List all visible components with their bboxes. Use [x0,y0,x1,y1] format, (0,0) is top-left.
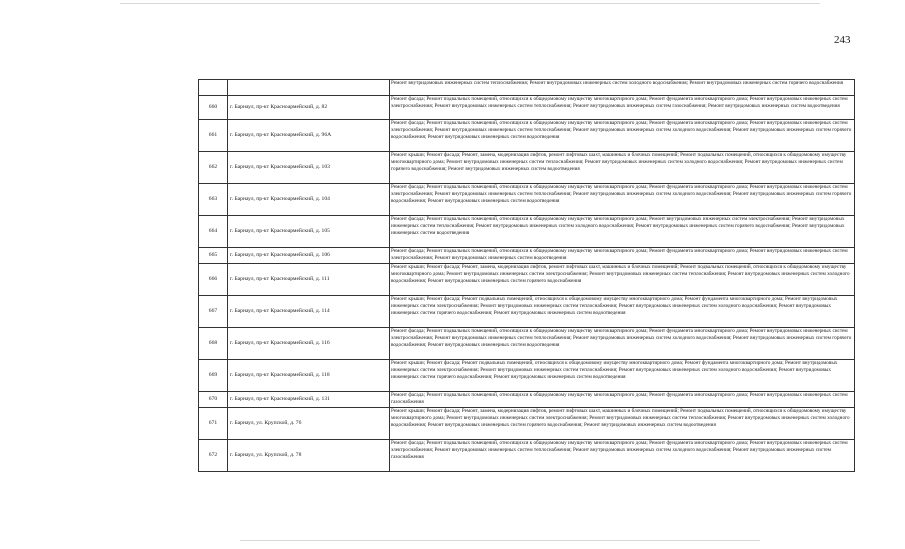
table-row [199,248,855,264]
row-number: 670 [199,392,228,408]
row-address: г. Барнаул, пр-кт Красноармейский, д. 104 [228,184,390,216]
row-works-list: Ремонт фасада; Ремонт подвальных помещений, относящихся к общедомовому имуществу многоквартирного дома; Ремонт фундамента многоквартирного дома; Ремонт внутридомовых инженерных систем электроснабжения; Ремонт внутридомовых инженерных систем водоотведения [390,248,855,264]
table-row [199,296,855,328]
row-works-list: Ремонт фасада; Ремонт подвальных помещений, относящихся к общедомовому имуществу многоквартирного дома; Ремонт фундамента многоквартирного дома; Ремонт внутридомовых инженерных систем электроснабжения; Ремонт внутридомовых инженерных систем теплоснабжения; Ремонт внутридомовых инженерных систем холодного водоснабжения; Ремонт внутридомовых инженерных систем горячего водоснабжения; Ремонт внутридомовых инженерных систем водоотведения [390,328,855,360]
row-address: г. Барнаул, пр-кт Красноармейский, д. 116 [228,328,390,360]
row-number: 660 [199,96,228,120]
row-number: 662 [199,152,228,184]
row-works-list: Ремонт фасада; Ремонт подвальных помещений, относящихся к общедомовому имуществу многоквартирного дома; Ремонт фундамента многоквартирного дома; Ремонт внутридомовых инженерных систем электроснабжения; Ремонт внутридомовых инженерных систем теплоснабжения; Ремонт внутридомовых инженерных систем холодного водоснабжения; Ремонт внутридомовых инженерных систем горячего водоснабжения; Ремонт внутридомовых инженерных систем водоотведения [390,120,855,152]
row-number: 666 [199,264,228,296]
table-row [199,120,855,152]
row-address: г. Барнаул, пр-кт Красноармейский, д. 105 [228,216,390,248]
row-works-list: Ремонт фасада; Ремонт подвальных помещений, относящихся к общедомовому имуществу многоквартирного дома; Ремонт фундамента многоквартирного дома; Ремонт внутридомовых инженерных систем электроснабжения; Ремонт внутридомовых инженерных систем теплоснабжения; Ремонт внутридомовых инженерных систем газоснабжения; Ремонт внутридомовых инженерных систем водоотведения [390,96,855,120]
row-works-list: Ремонт крыши; Ремонт фасада; Ремонт, замена, модернизация лифтов, ремонт лифтовых шахт, машинных и блочных помещений; Ремонт подвальных помещений, относящихся к общедомовому имуществу многоквартирного дома; Ремонт внутридомовых инженерных систем электроснабжения; Ремонт внутридомовых инженерных систем теплоснабжения; Ремонт внутридомовых инженерных систем холодного водоснабжения; Ремонт внутридомовых инженерных систем горячего водоснабжения; Ремонт внутридомовых инженерных систем водоотведения [390,408,855,440]
row-address [228,80,390,96]
row-address: г. Барнаул, ул. Крупской, д. 78 [228,440,390,472]
row-number: 665 [199,248,228,264]
row-address: г. Барнаул, пр-кт Красноармейский, д. 118 [228,360,390,392]
table-row [199,80,855,96]
row-number: 663 [199,184,228,216]
row-address: г. Барнаул, пр-кт Красноармейский, д. 106 [228,248,390,264]
row-address: г. Барнаул, пр-кт Красноармейский, д. 114 [228,296,390,328]
row-works-list: Ремонт крыши; Ремонт фасада; Ремонт подвальных помещений, относящихся к общедомовому имуществу многоквартирного дома; Ремонт фундамента многоквартирного дома; Ремонт внутридомовых инженерных систем электроснабжения; Ремонт внутридомовых инженерных систем теплоснабжения; Ремонт внутридомовых инженерных систем холодного водоснабжения; Ремонт внутридомовых инженерных систем горячего водоснабжения; Ремонт внутридомовых инженерных систем водоотведения [390,360,855,392]
row-address: г. Барнаул, пр-кт Красноармейский, д. 82 [228,96,390,120]
table-row [199,328,855,360]
page-number: 243 [834,34,851,46]
table-row [199,264,855,296]
scan-edge-bottom [240,540,760,541]
table-row [199,440,855,472]
table-row [199,216,855,248]
table-row [199,360,855,392]
row-address: г. Барнаул, пр-кт Красноармейский, д. 96А [228,120,390,152]
scan-edge-top [120,3,820,4]
table-row [199,408,855,440]
row-works-list: Ремонт фасада; Ремонт подвальных помещений, относящихся к общедомовому имуществу многоквартирного дома; Ремонт фундамента многоквартирного дома; Ремонт внутридомовых инженерных систем электроснабжения; Ремонт внутридомовых инженерных систем теплоснабжения; Ремонт внутридомовых инженерных систем холодного водоснабжения; Ремонт внутридомовых инженерных систем горячего водоснабжения; Ремонт внутридомовых инженерных систем водоотведения [390,184,855,216]
row-works-list: Ремонт крыши; Ремонт фасада; Ремонт, замена, модернизация лифтов, ремонт лифтовых шахт, машинных и блочных помещений; Ремонт подвальных помещений, относящихся к общедомовому имуществу многоквартирного дома; Ремонт внутридомовых инженерных систем теплоснабжения; Ремонт внутридомовых инженерных систем холодного водоснабжения; Ремонт внутридомовых инженерных систем горячего водоснабжения; Ремонт внутридомовых инженерных систем водоотведения [390,152,855,184]
row-works-list: Ремонт фасада; Ремонт подвальных помещений, относящихся к общедомовому имуществу многоквартирного дома; Ремонт внутридомовых инженерных систем электроснабжения; Ремонт внутридомовых инженерных систем теплоснабжения; Ремонт внутридомовых инженерных систем холодного водоснабжения; Ремонт внутридомовых инженерных систем горячего водоснабжения; Ремонт внутридомовых инженерных систем водоотведения [390,216,855,248]
row-number: 664 [199,216,228,248]
row-address: г. Барнаул, пр-кт Красноармейский, д. 103 [228,152,390,184]
row-number: 672 [199,440,228,472]
row-number: 669 [199,360,228,392]
table-row [199,392,855,408]
row-address: г. Барнаул, пр-кт Красноармейский, д. 111 [228,264,390,296]
row-works-list: Ремонт фасада; Ремонт подвальных помещений, относящихся к общедомовому имуществу многоквартирного дома; Ремонт фундамента многоквартирного дома; Ремонт внутридомовых инженерных систем газоснабжения [390,392,855,408]
table-row [199,184,855,216]
row-number [199,80,228,96]
row-works-list: Ремонт крыши; Ремонт фасада; Ремонт подвальных помещений, относящихся к общедомовому имуществу многоквартирного дома; Ремонт фундамента многоквартирного дома; Ремонт внутридомовых инженерных систем электроснабжения; Ремонт внутридомовых инженерных систем теплоснабжения; Ремонт внутридомовых инженерных систем холодного водоснабжения; Ремонт внутридомовых инженерных систем горячего водоснабжения; Ремонт внутридомовых инженерных систем водоотведения [390,296,855,328]
table-body [199,80,855,472]
row-number: 667 [199,296,228,328]
repair-works-table [198,79,855,472]
row-works-list: Ремонт фасада; Ремонт подвальных помещений, относящихся к общедомовому имуществу многоквартирного дома; Ремонт фундамента многоквартирного дома; Ремонт внутридомовых инженерных систем электроснабжения; Ремонт внутридомовых инженерных систем теплоснабжения; Ремонт внутридомовых инженерных систем холодного водоснабжения; Ремонт внутридомовых инженерных систем газоснабжения [390,440,855,472]
row-works-list: Ремонт крыши; Ремонт фасада; Ремонт, замена, модернизация лифтов, ремонт лифтовых шахт, машинных и блочных помещений; Ремонт подвальных помещений, относящихся к общедомовому имуществу многоквартирного дома; Ремонт внутридомовых инженерных систем электроснабжения; Ремонт внутридомовых инженерных систем теплоснабжения; Ремонт внутридомовых инженерных систем холодного водоснабжения; Ремонт внутридомовых инженерных систем горячего водоснабжения [390,264,855,296]
table-row [199,96,855,120]
row-number: 661 [199,120,228,152]
table-row [199,152,855,184]
row-number: 671 [199,408,228,440]
row-number: 668 [199,328,228,360]
row-address: г. Барнаул, ул. Крупской, д. 76 [228,408,390,440]
row-address: г. Барнаул, пр-кт Красноармейский, д. 131 [228,392,390,408]
row-works-list: Ремонт внутридомовых инженерных систем теплоснабжения; Ремонт внутридомовых инженерных систем холодного водоснабжения; Ремонт внутридомовых инженерных систем горячего водоснабжения [390,80,855,96]
